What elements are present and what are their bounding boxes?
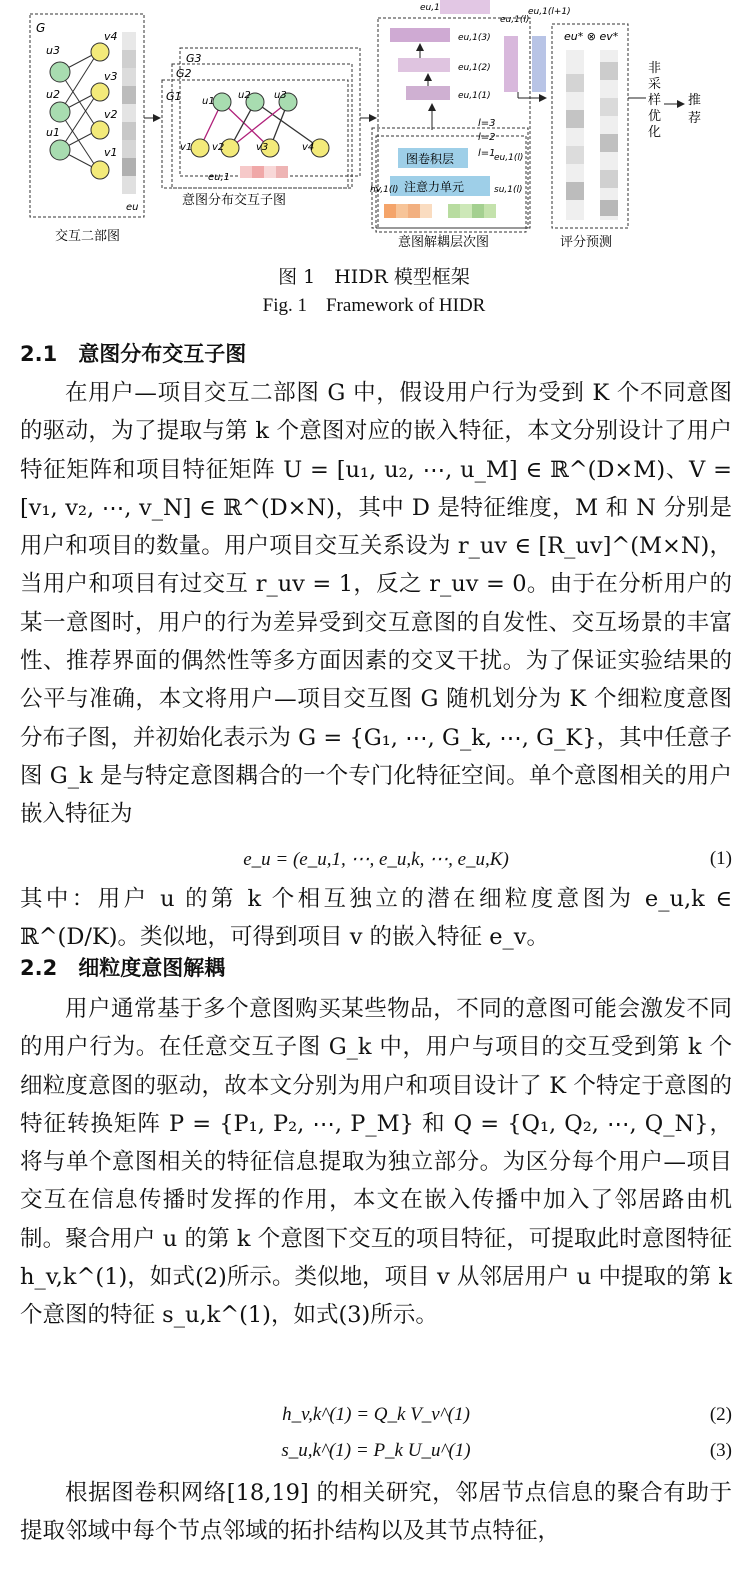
section-paragraph: 在用户—项目交互二部图 G 中，假设用户行为受到 K 个不同意图的驱动，为了提取与第 k 个意图对应的嵌入特征，本文分别设计了用户特征矩阵和项目特征矩阵 U = [u₁, u₂, ⋯, u_M] ∈ ℝ^(D×M)、V = [v₁, v₂, ⋯, v_N] ∈ ℝ^(D×N)，其中 D 是特征维度，M 和 N 分别是用户和项目的数量。用户项目交互关系设为 r_uv ∈ [R_uv]^(M×N)，当用户和项目有过交互 r_uv = 1，反之 r_uv = 0。由于在分析用户的某一意图时，用户的行为差异受到交互意图的自发性、交互场景的丰富性、推荐界面的偶然性等多方面因素的交叉干扰。为了保证实验结果的公平与准确，本文将用户—项目交互图 G 随机划分为 K 个细粒度意图分布子图，并初始化表示为 G = {G₁, ⋯, G_k, ⋯, G_K}，其中任意子图 G_k 是与特定意图耦合的一个专门化特征空间。单个意图相关的用户嵌入特征为 [20,380,732,828]
equation-expression: s_u,k^(1) = P_k U_u^(1) [281,1440,471,1461]
user-label: u1 [202,96,215,107]
svg-text:推: 推 [688,93,702,108]
section-heading: 2.1 意图分布交互子图 [20,342,247,366]
gcn-layer-label: 图卷积层 [406,152,455,166]
embedding-label: eu,1(3) [458,33,491,43]
user-node [50,62,70,82]
eu-label: eu [126,202,139,213]
layer-output-bars [504,36,546,92]
item-label: v4 [104,30,118,43]
embedding-label: eu,1 [420,3,440,13]
panel-label: 意图解耦层次图 [398,235,490,250]
svg-text:非: 非 [648,61,662,76]
score-prediction-panel [552,24,628,250]
item-label: v1 [180,142,193,153]
eu1-label: eu,1 [208,172,231,183]
section-paragraph: 其中：用户 u 的第 k 个相互独立的潜在细粒度意图为 e_u,k ∈ ℝ^(D/K)。类似地，可得到项目 v 的嵌入特征 e_v。 [20,886,732,951]
embedding-label: eu,1(1) [458,91,491,101]
input-feature-bars [384,204,496,218]
subgraph-label: G2 [176,67,192,80]
equation-3 [20,1438,732,1470]
user-node [50,140,70,160]
user-label: u3 [46,44,60,57]
graph-g-label: G [36,21,46,35]
panel-label: 交互二部图 [55,229,121,244]
equation-number: (3) [709,1440,732,1461]
equation-2 [20,1402,732,1434]
item-label: v4 [302,142,315,153]
bipartite-graph-panel [30,14,144,244]
s-label: su,1(l) [494,185,523,195]
layer-index-label: l=1 [478,148,496,159]
item-node [91,43,109,61]
equation-number: (2) [709,1404,732,1425]
layer-index-label: l=2 [478,132,496,143]
recommendation-label [688,92,701,126]
figure-caption-zh: 图 1 HIDR 模型框架 [278,266,470,288]
svg-text:样: 样 [648,93,662,108]
item-label: v3 [104,70,118,83]
item-node [91,121,109,139]
item-label: v2 [104,108,118,121]
framework-figure [0,0,748,260]
section-paragraph: 根据图卷积网络[18,19] 的相关研究，邻居节点信息的聚合有助于提取邻域中每个节点邻域的拓扑结构以及其节点特征， [20,1480,732,1545]
user-label: u2 [46,88,60,101]
item-node [191,139,209,157]
user-label: u3 [274,90,287,101]
subgraph-label: G3 [186,52,202,65]
user-node [50,102,70,122]
item-final-embedding [600,50,618,220]
svg-text:优: 优 [648,109,662,124]
item-label: v1 [104,146,118,159]
equation-expression: e_u = (e_u,1, ⋯, e_u,k, ⋯, e_u,K) [243,849,509,870]
intent-subgraph-panel [162,48,360,208]
item-node [91,161,109,179]
equation-1 [20,846,732,878]
optimization-label [648,60,661,140]
embedding-label: eu,1(l) [500,15,530,25]
decoupling-panel [370,0,571,250]
subgraph-label: G1 [166,90,182,103]
layer-embeddings [390,0,490,100]
equation-expression: h_v,k^(1) = Q_k V_v^(1) [282,1404,470,1425]
item-node [91,83,109,101]
embedding-label: eu,1(2) [458,63,491,73]
svg-text:荐: 荐 [688,111,702,126]
user-node [213,93,231,111]
svg-text:化: 化 [648,125,662,140]
attention-unit-label: 注意力单元 [404,180,465,194]
section-heading: 2.2 细粒度意图解耦 [20,956,226,980]
panel-label: 意图分布交互子图 [182,193,287,208]
user-label: u2 [238,90,251,101]
e-label: eu,1(l) [494,153,524,163]
user-embedding-bar [122,32,136,194]
svg-text:采: 采 [648,77,662,92]
figure-caption-en: Fig. 1 Framework of HIDR [262,295,486,316]
h-label: hv,1(l) [370,185,399,195]
score-formula: eu* ⊗ ev* [564,30,619,43]
section-paragraph: 用户通常基于多个意图购买某些物品，不同的意图可能会激发不同的用户行为。在任意交互子图 G_k 中，用户与项目的交互受到第 k 个细粒度意图的驱动，故本文分别为用户和项目设计了 K 个特定于意图的特征转换矩阵 P = {P₁, P₂, ⋯, P_M} 和 Q = {Q₁, Q₂, ⋯, Q_N}，将与单个意图相关的特征信息提取为独立部分。为区分每个用户—项目交互在信息传播时发挥的作用，本文在嵌入传播中加入了邻居路由机制。聚合用户 u 的第 k 个意图下交互的项目特征，可提取此时意图特征 h_v,k^(1)，如式(2)所示。类似地，项目 v 从邻居用户 u 中提取的第 k 个意图的特征 s_u,k^(1)，如式(3)所示。 [20,996,732,1329]
item-label: v2 [212,142,225,153]
item-label: v3 [256,142,269,153]
user-label: u1 [46,126,60,139]
layer-index-label: l=3 [478,118,496,129]
user-final-embedding [566,50,584,220]
subgraph-embedding-bar [240,166,288,178]
equation-number: (1) [709,848,732,869]
embedding-label: eu,1(l+1) [528,7,571,17]
panel-label: 评分预测 [560,235,613,250]
